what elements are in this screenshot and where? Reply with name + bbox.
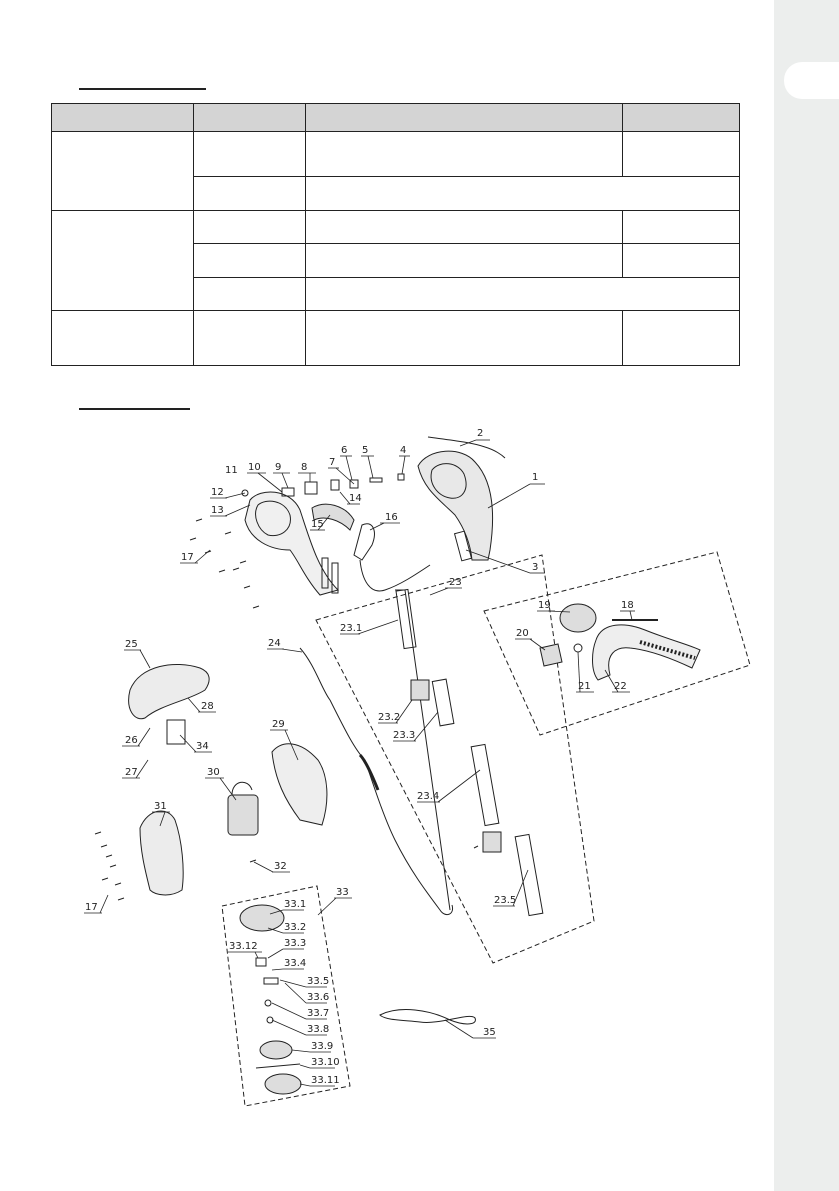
callout-6: 6 xyxy=(341,445,348,456)
callout-19: 19 xyxy=(538,600,551,611)
right-handle-housing xyxy=(418,451,493,560)
callout-20: 20 xyxy=(516,628,529,639)
callout-35: 35 xyxy=(483,1027,496,1038)
callout-11: 11 xyxy=(225,465,238,476)
callout-13: 13 xyxy=(211,505,224,516)
spool-housing xyxy=(240,905,284,931)
table-cell xyxy=(52,132,194,211)
table-cell xyxy=(52,311,194,366)
shaft-group-box xyxy=(316,555,594,963)
callout-24: 24 xyxy=(268,638,281,649)
callout-33: 33 xyxy=(336,887,349,898)
callout-23: 23 xyxy=(449,577,462,588)
edging-guide-wire xyxy=(380,1010,475,1024)
callout-33-6: 33.6 xyxy=(307,992,330,1003)
spool-part-small xyxy=(256,958,266,966)
table-cell xyxy=(306,177,740,211)
middle-shaft-tube xyxy=(471,744,499,825)
specification-table xyxy=(51,103,740,366)
callout-9: 9 xyxy=(275,462,282,473)
handle-knob xyxy=(560,604,596,632)
callout-21: 21 xyxy=(578,681,591,692)
table-cell xyxy=(623,132,740,177)
motor xyxy=(228,795,258,835)
table-cell xyxy=(52,211,194,311)
motor-leads xyxy=(232,782,252,795)
section-heading-rule-top xyxy=(79,88,206,90)
table-cell xyxy=(194,311,306,366)
handle-bracket xyxy=(540,644,562,666)
shaft-clamp xyxy=(411,680,429,700)
callout-17-bottom: 17 xyxy=(85,902,98,913)
callout-33-3: 33.3 xyxy=(284,938,307,949)
part-9-shape xyxy=(305,482,317,494)
callout-23-4: 23.4 xyxy=(417,791,440,802)
table-row xyxy=(52,211,740,244)
callout-29: 29 xyxy=(272,719,285,730)
table-cell xyxy=(306,311,623,366)
table-cell xyxy=(306,132,623,177)
plug-cable xyxy=(360,560,430,591)
shaft-lock xyxy=(483,832,501,852)
spool-part-lever xyxy=(264,978,278,984)
callout-33-12: 33.12 xyxy=(229,941,258,952)
callout-33-5: 33.5 xyxy=(307,976,330,987)
table-row xyxy=(52,311,740,366)
table-header-row xyxy=(52,104,740,132)
callout-23-1: 23.1 xyxy=(340,623,363,634)
part-5-shape xyxy=(370,478,382,482)
spool-spring xyxy=(265,1000,271,1006)
callout-23-5: 23.5 xyxy=(494,895,517,906)
lower-shaft-tube xyxy=(515,834,543,915)
header-cell xyxy=(52,104,194,132)
spool-cap xyxy=(265,1074,301,1094)
callout-12: 12 xyxy=(211,487,224,498)
callout-leaders xyxy=(84,440,635,1086)
motor-cover xyxy=(140,811,183,895)
table-cell xyxy=(194,211,306,244)
table-cell xyxy=(306,244,623,278)
callout-33-7: 33.7 xyxy=(307,1008,330,1019)
callout-33-11: 33.11 xyxy=(311,1075,340,1086)
callout-23-3: 23.3 xyxy=(393,730,416,741)
callout-3: 3 xyxy=(532,562,539,573)
part-4-shape xyxy=(398,474,404,480)
callout-1: 1 xyxy=(532,472,539,483)
table-cell xyxy=(623,244,740,278)
table-cell xyxy=(194,132,306,177)
guard-label xyxy=(167,720,185,744)
callout-30: 30 xyxy=(207,767,220,778)
table-cell xyxy=(194,278,306,311)
callout-14: 14 xyxy=(349,493,362,504)
callout-7: 7 xyxy=(329,457,336,468)
table-cell xyxy=(306,278,740,311)
callout-34: 34 xyxy=(196,741,209,752)
motor-housing-half xyxy=(272,744,327,825)
callout-labels xyxy=(85,428,634,1086)
callout-32: 32 xyxy=(274,861,287,872)
callout-25: 25 xyxy=(125,639,138,650)
cutting-line xyxy=(256,1064,300,1068)
table-cell xyxy=(623,211,740,244)
table-cell xyxy=(194,244,306,278)
line-spool xyxy=(260,1041,292,1059)
callout-2: 2 xyxy=(477,428,484,439)
part-8-shape xyxy=(331,480,339,490)
header-cell xyxy=(623,104,740,132)
table-cell xyxy=(623,311,740,366)
callout-33-8: 33.8 xyxy=(307,1024,330,1035)
callout-33-10: 33.10 xyxy=(311,1057,340,1068)
header-cell xyxy=(306,104,623,132)
callout-5: 5 xyxy=(362,445,369,456)
language-tab xyxy=(784,62,839,99)
right-margin-strip xyxy=(774,0,839,1191)
callout-27: 27 xyxy=(125,767,138,778)
handle-washer xyxy=(574,644,582,652)
auxiliary-handle xyxy=(593,625,701,680)
callout-28: 28 xyxy=(201,701,214,712)
callout-16: 16 xyxy=(385,512,398,523)
cable-spring xyxy=(360,755,378,790)
header-cell xyxy=(194,104,306,132)
callout-33-9: 33.9 xyxy=(311,1041,334,1052)
table-cell xyxy=(194,177,306,211)
callout-23-2: 23.2 xyxy=(378,712,401,723)
callout-33-1: 33.1 xyxy=(284,899,307,910)
callout-33-4: 33.4 xyxy=(284,958,307,969)
callout-18: 18 xyxy=(621,600,634,611)
exploded-parts-diagram xyxy=(0,405,774,1120)
table-cell xyxy=(306,211,623,244)
shaft-connector xyxy=(432,679,454,726)
guard-cover xyxy=(129,664,209,718)
callout-26: 26 xyxy=(125,735,138,746)
callout-31: 31 xyxy=(154,801,167,812)
callout-15: 15 xyxy=(311,519,324,530)
callout-8: 8 xyxy=(301,462,308,473)
callout-4: 4 xyxy=(400,445,407,456)
callout-17-top: 17 xyxy=(181,552,194,563)
shaft-upper-outline xyxy=(395,590,450,910)
callout-10: 10 xyxy=(248,462,261,473)
table-row xyxy=(52,132,740,177)
callout-22: 22 xyxy=(614,681,627,692)
callout-33-2: 33.2 xyxy=(284,922,307,933)
